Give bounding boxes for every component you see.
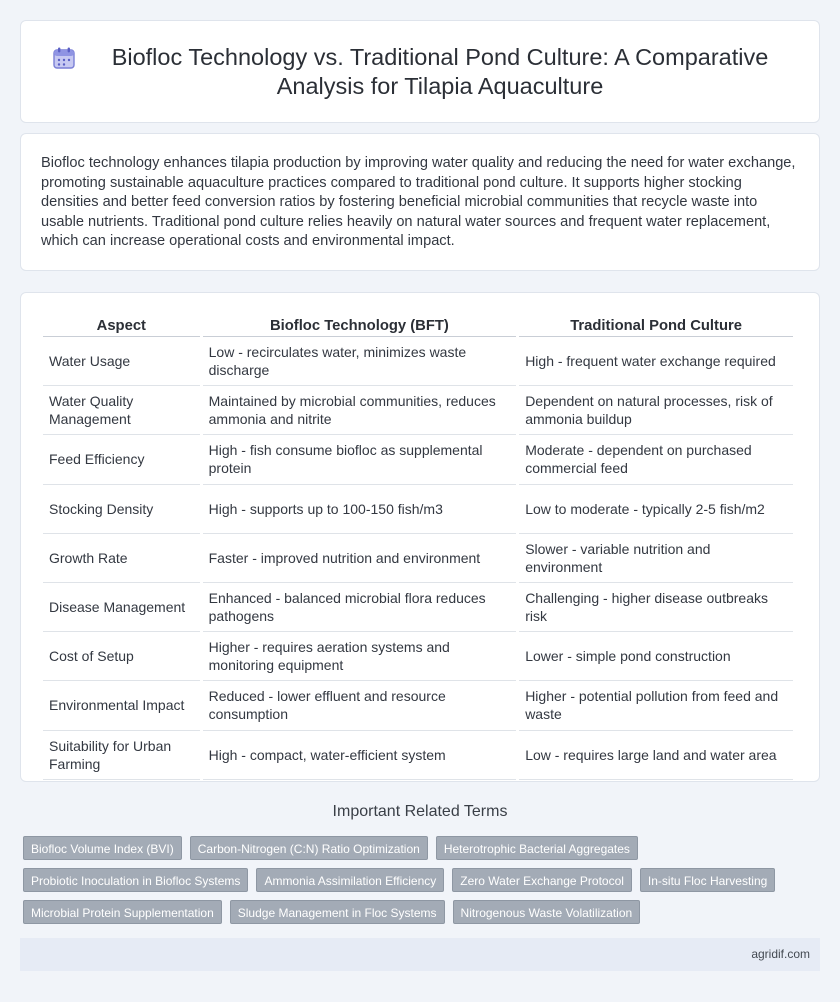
column-header-traditional: Traditional Pond Culture (519, 311, 793, 337)
table-row (43, 435, 793, 484)
column-header-aspect: Aspect (43, 311, 200, 337)
footer-site[interactable]: agridif.com (751, 947, 810, 961)
table-row (43, 583, 793, 632)
table-cell-aspect: Cost of Setup (43, 632, 200, 681)
table-cell-biofloc: Maintained by microbial communities, reduces ammonia and nitrite (203, 386, 517, 435)
table-cell-aspect: Water Usage (43, 337, 200, 386)
table-row (43, 731, 793, 780)
table-cell-traditional: Higher - potential pollution from feed and waste (519, 681, 793, 730)
term-tag[interactable]: Probiotic Inoculation in Biofloc Systems (23, 868, 248, 892)
term-tag[interactable]: Sludge Management in Floc Systems (230, 900, 445, 924)
table-cell-biofloc: High - supports up to 100-150 fish/m3 (203, 485, 517, 534)
term-tag[interactable]: Zero Water Exchange Protocol (452, 868, 632, 892)
table-cell-aspect: Disease Management (43, 583, 200, 632)
table-cell-biofloc: Enhanced - balanced microbial flora reduces pathogens (203, 583, 517, 632)
table-cell-traditional: Low to moderate - typically 2-5 fish/m2 (519, 485, 793, 534)
title-card (20, 20, 820, 123)
table-cell-biofloc: High - fish consume biofloc as supplemental protein (203, 435, 517, 484)
term-row (23, 836, 823, 860)
term-tag[interactable]: Microbial Protein Supplementation (23, 900, 222, 924)
table-row (43, 337, 793, 386)
page-title: Biofloc Technology vs. Traditional Pond Culture: A Comparative Analysis for Tilapia Aquaculture (111, 43, 769, 99)
table-cell-traditional: Dependent on natural processes, risk of ammonia buildup (519, 386, 793, 435)
table-cell-traditional: Challenging - higher disease outbreaks risk (519, 583, 793, 632)
intro-card (20, 133, 820, 271)
intro-paragraph: Biofloc technology enhances tilapia production by improving water quality and reducing the need for water exchange, promoting sustainable aquaculture practices compared to traditional pond culture. It supports higher stocking densities and better feed conversion ratios by fostering beneficial microbial communities that recycle waste into usable nutrients. Traditional pond culture relies heavily on natural water sources and frequent water replacement, which can increase operational costs and environmental impact. (41, 155, 796, 250)
table-row (43, 534, 793, 583)
term-tag[interactable]: Biofloc Volume Index (BVI) (23, 836, 182, 860)
column-header-biofloc: Biofloc Technology (BFT) (203, 311, 517, 337)
table-cell-traditional: Lower - simple pond construction (519, 632, 793, 681)
table-cell-aspect: Feed Efficiency (43, 435, 200, 484)
table-cell-traditional: Moderate - dependent on purchased commercial feed (519, 435, 793, 484)
term-row (23, 900, 823, 924)
term-tag[interactable]: Nitrogenous Waste Volatilization (453, 900, 641, 924)
calendar-icon (51, 45, 77, 71)
title-wrap (51, 43, 789, 101)
table-cell-biofloc: High - compact, water-efficient system (203, 731, 517, 780)
comparison-table (40, 311, 796, 780)
table-row (43, 632, 793, 681)
term-tag[interactable]: In-situ Floc Harvesting (640, 868, 775, 892)
table-cell-aspect: Environmental Impact (43, 681, 200, 730)
term-tag[interactable]: Carbon-Nitrogen (C:N) Ratio Optimization (190, 836, 428, 860)
table-cell-aspect: Growth Rate (43, 534, 200, 583)
table-cell-traditional: High - frequent water exchange required (519, 337, 793, 386)
term-tag[interactable]: Heterotrophic Bacterial Aggregates (436, 836, 638, 860)
table-header-row (43, 311, 793, 337)
related-terms-heading: Important Related Terms (332, 803, 508, 820)
table-row (43, 485, 793, 534)
table-cell-biofloc: Reduced - lower effluent and resource consumption (203, 681, 517, 730)
table-cell-biofloc: Faster - improved nutrition and environment (203, 534, 517, 583)
table-cell-biofloc: Low - recirculates water, minimizes waste discharge (203, 337, 517, 386)
term-row (23, 868, 823, 892)
table-cell-aspect: Suitability for Urban Farming (43, 731, 200, 780)
table-cell-biofloc: Higher - requires aeration systems and monitoring equipment (203, 632, 517, 681)
table-cell-aspect: Stocking Density (43, 485, 200, 534)
table-row (43, 681, 793, 730)
footer (20, 938, 820, 971)
related-terms (23, 836, 823, 932)
table-cell-traditional: Slower - variable nutrition and environment (519, 534, 793, 583)
term-tag[interactable]: Ammonia Assimilation Efficiency (256, 868, 444, 892)
table-cell-traditional: Low - requires large land and water area (519, 731, 793, 780)
table-cell-aspect: Water Quality Management (43, 386, 200, 435)
table-row (43, 386, 793, 435)
comparison-table-card (20, 292, 820, 782)
